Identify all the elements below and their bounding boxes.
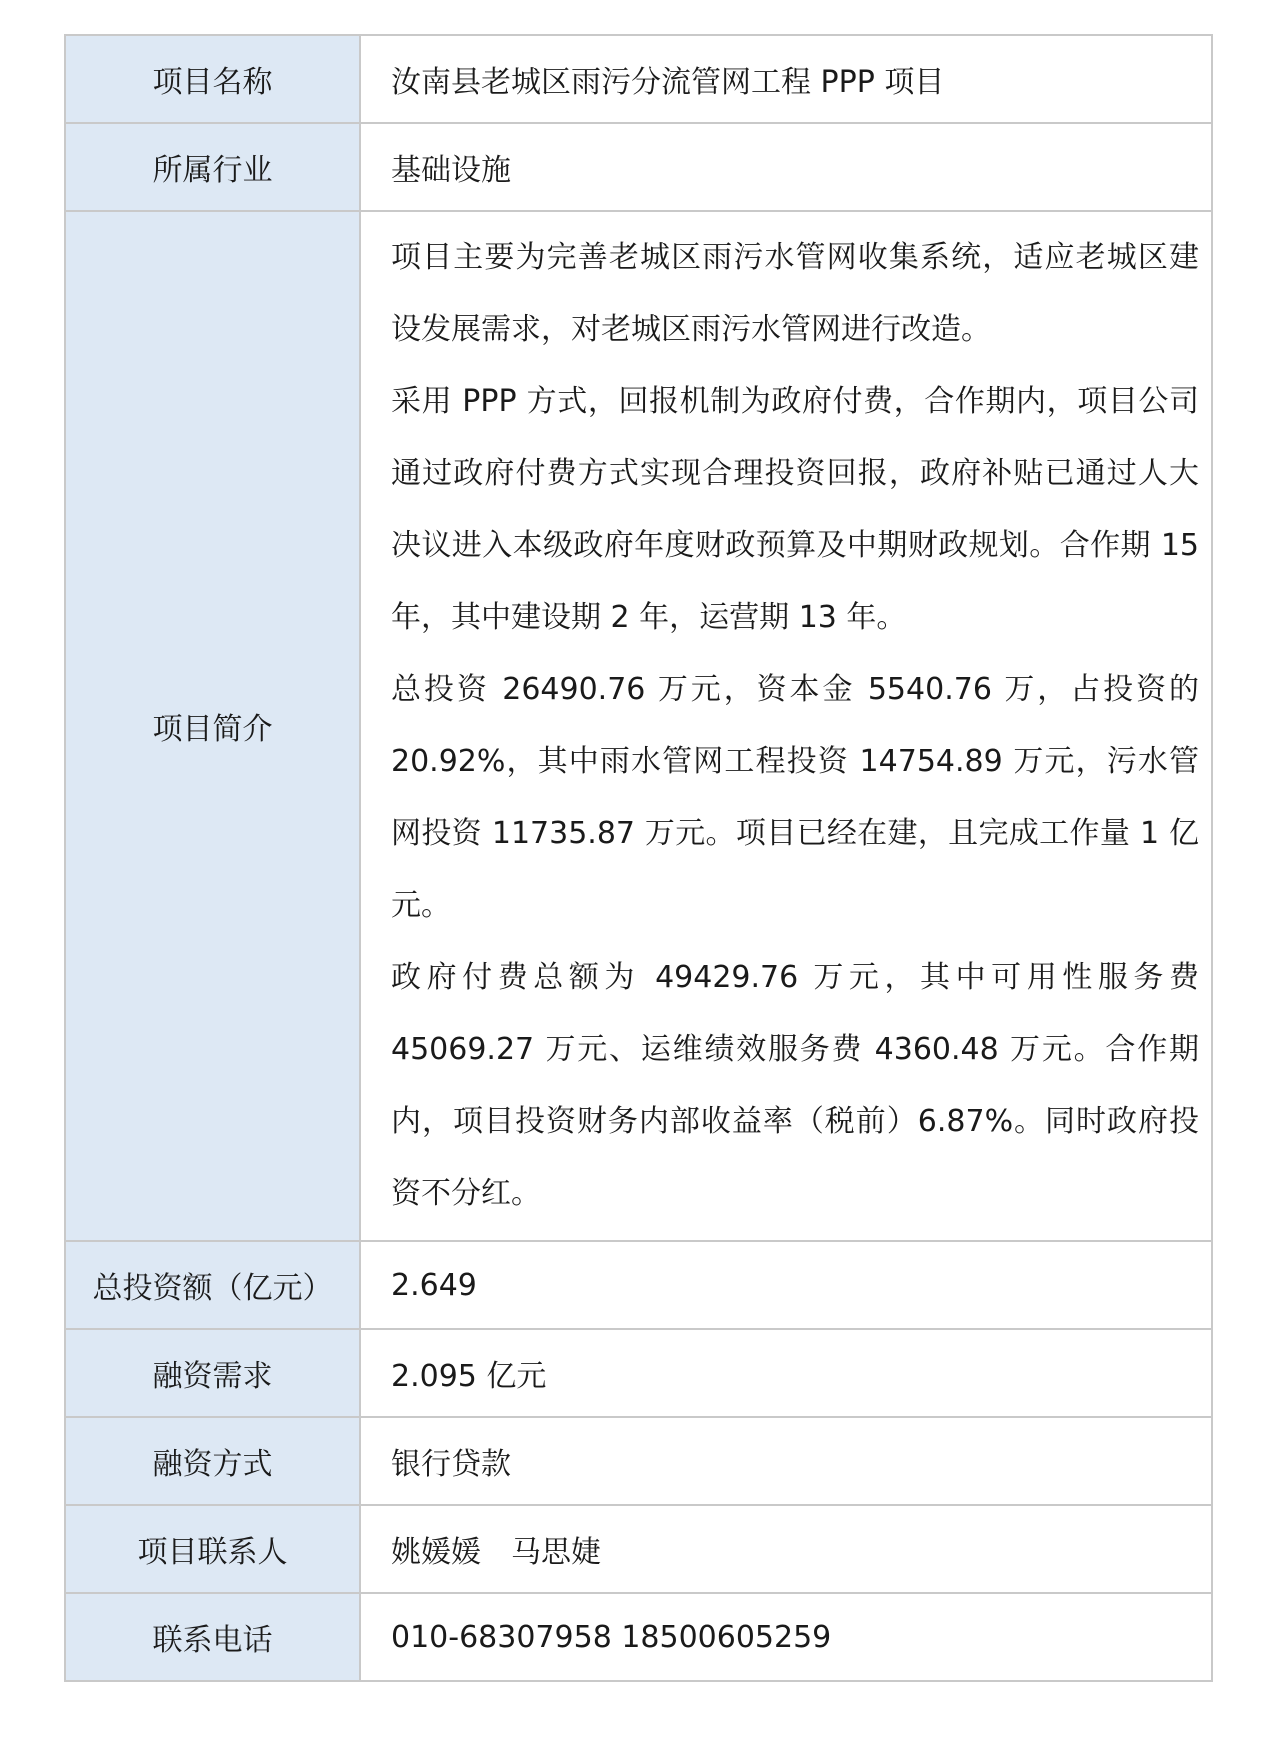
intro-paragraph-payment: 政府付费总额为 49429.76 万元，其中可用性服务费 45069.27 万元、运维绩效服务费 4360.48 万元。合作期内，项目投资财务内部收益率（税前）6.87%。同时政府投资不分红。 — [391, 960, 1199, 1211]
table-row-project-name — [65, 35, 1212, 123]
financing-method-value: 银行贷款 — [360, 1417, 1212, 1505]
table-row-industry — [65, 123, 1212, 211]
intro-paragraph-mode: 采用 PPP 方式，回报机制为政府付费，合作期内，项目公司通过政府付费方式实现合理投资回报，政府补贴已通过人大决议进入本级政府年度财政预算及中期财政规划。合作期 15 年，其中建设期 2 年，运营期 13 年。 — [391, 384, 1199, 635]
phone-label: 联系电话 — [65, 1593, 360, 1681]
contact-label: 项目联系人 — [65, 1505, 360, 1593]
phone-value: 010-68307958 18500605259 — [360, 1593, 1212, 1681]
total-investment-value: 2.649 — [360, 1241, 1212, 1329]
financing-need-value: 2.095 亿元 — [360, 1329, 1212, 1417]
industry-label: 所属行业 — [65, 123, 360, 211]
table-row-financing-method — [65, 1417, 1212, 1505]
financing-need-label: 融资需求 — [65, 1329, 360, 1417]
table-row-project-intro — [65, 211, 1212, 1241]
project-intro-value — [360, 211, 1212, 1241]
contact-value: 姚媛媛 马思婕 — [360, 1505, 1212, 1593]
table-row-total-investment — [65, 1241, 1212, 1329]
intro-paragraph-scope: 项目主要为完善老城区雨污水管网收集系统，适应老城区建设发展需求，对老城区雨污水管网进行改造。 — [391, 240, 1199, 347]
total-investment-label: 总投资额（亿元） — [65, 1241, 360, 1329]
project-intro-label: 项目简介 — [65, 211, 360, 1241]
table-row-contact — [65, 1505, 1212, 1593]
financing-method-label: 融资方式 — [65, 1417, 360, 1505]
industry-value: 基础设施 — [360, 123, 1212, 211]
table-row-financing-need — [65, 1329, 1212, 1417]
intro-paragraph-investment: 总投资 26490.76 万元，资本金 5540.76 万，占投资的 20.92%，其中雨水管网工程投资 14754.89 万元，污水管网投资 11735.87 万元。项目已经在建，且完成工作量 1 亿元。 — [391, 672, 1199, 923]
project-name-value: 汝南县老城区雨污分流管网工程 PPP 项目 — [360, 35, 1212, 123]
project-name-label: 项目名称 — [65, 35, 360, 123]
project-info-table — [64, 34, 1213, 1682]
table-row-phone — [65, 1593, 1212, 1681]
